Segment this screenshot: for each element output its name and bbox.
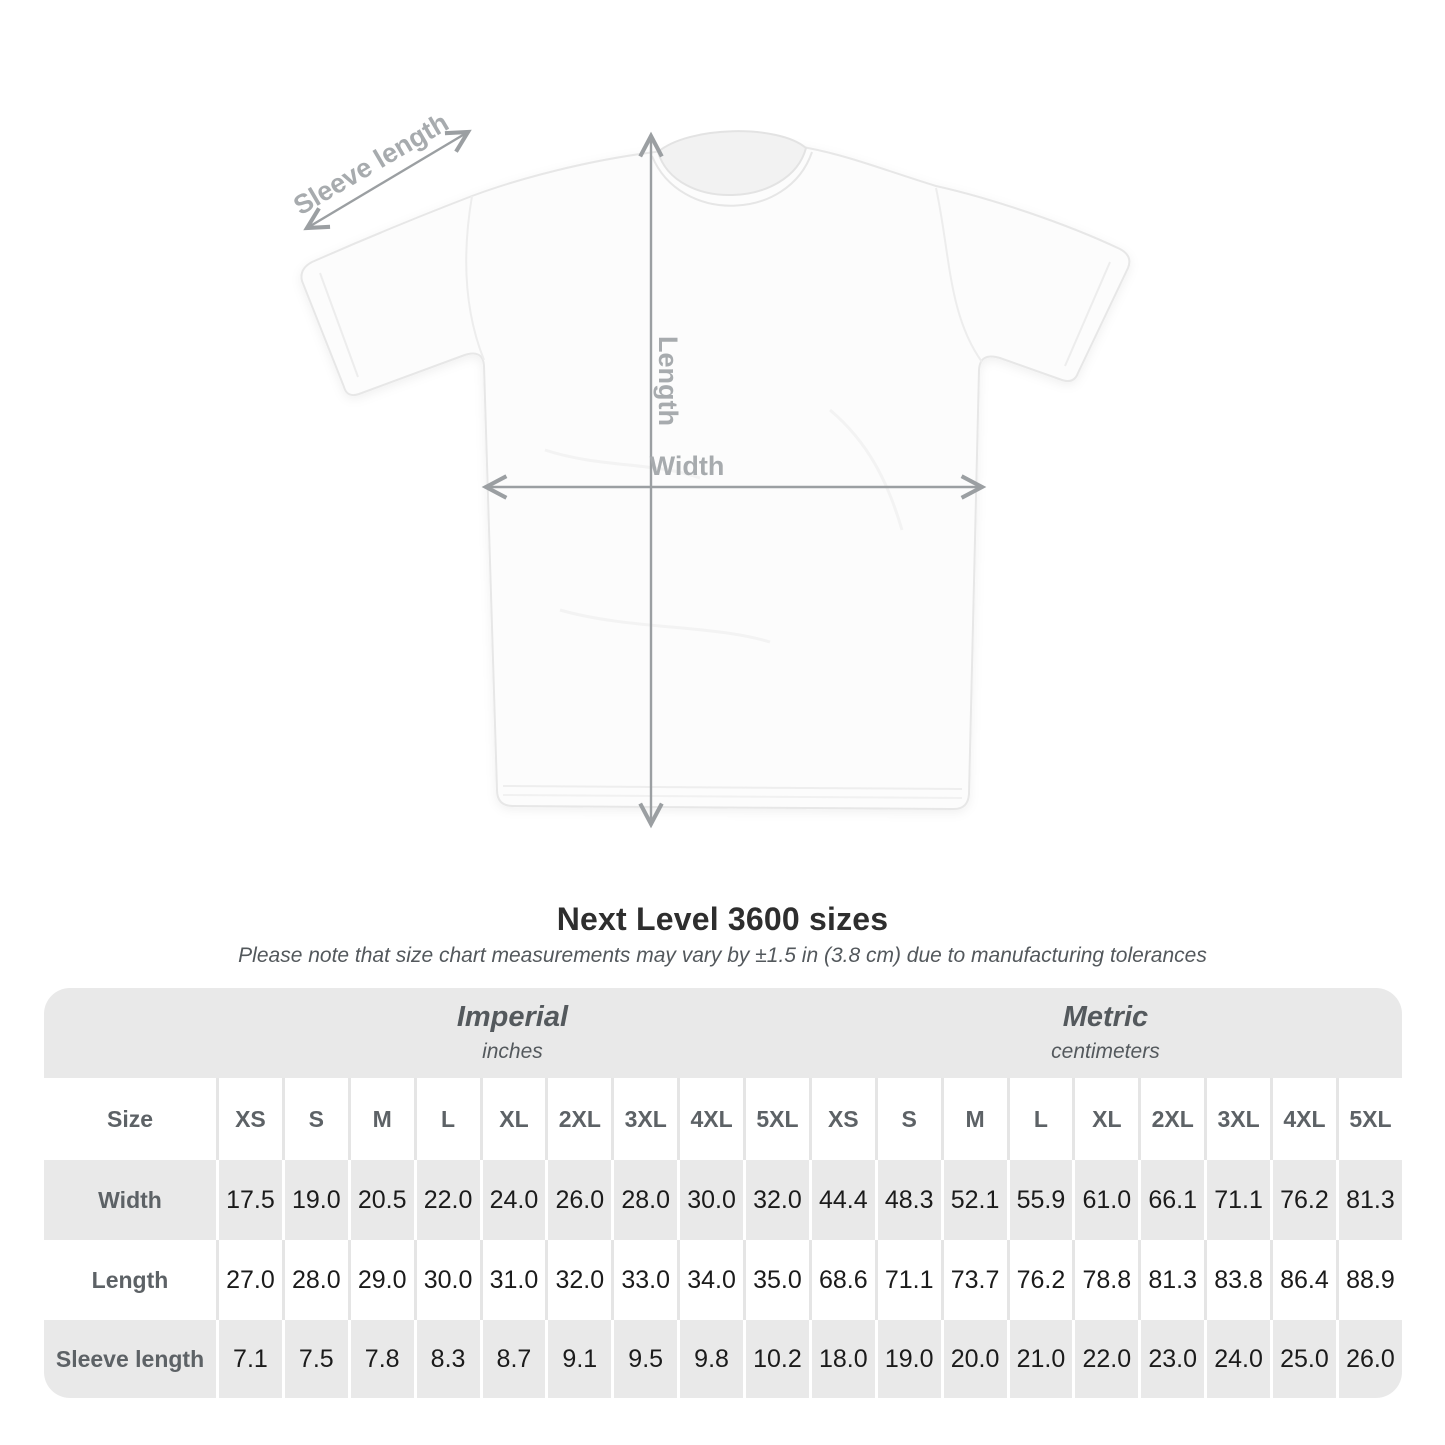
- length-row-label: Length: [44, 1240, 216, 1320]
- metric-unit-label: centimeters: [1051, 1040, 1160, 1064]
- size-col-header-imperial-2xl: 2XL: [545, 1078, 611, 1160]
- width-metric-cell: 44.4: [809, 1160, 875, 1240]
- size-col-header-imperial-3xl: 3XL: [611, 1078, 677, 1160]
- width-metric-cell: 71.1: [1204, 1160, 1270, 1240]
- sleeve-imperial-cell: 8.7: [480, 1320, 546, 1398]
- metric-label: Metric: [1062, 1000, 1149, 1033]
- size-col-header-metric-l: L: [1007, 1078, 1073, 1160]
- width-imperial-cell: 30.0: [677, 1160, 743, 1240]
- size-col-header-metric-xl: XL: [1072, 1078, 1138, 1160]
- width-metric-cell: 81.3: [1336, 1160, 1402, 1240]
- sleeve-metric-cell: 26.0: [1336, 1320, 1402, 1398]
- sleeve-length-label: Sleeve length: [288, 107, 454, 221]
- length-metric-cell: 76.2: [1007, 1240, 1073, 1320]
- length-imperial-cell: 31.0: [480, 1240, 546, 1320]
- length-metric-cell: 78.8: [1072, 1240, 1138, 1320]
- sleeve-imperial-cell: 7.5: [282, 1320, 348, 1398]
- length-metric-cell: 68.6: [809, 1240, 875, 1320]
- width-metric-cell: 55.9: [1007, 1160, 1073, 1240]
- width-imperial-cell: 22.0: [414, 1160, 480, 1240]
- width-imperial-cell: 24.0: [480, 1160, 546, 1240]
- unit-band-row: [44, 988, 1402, 1078]
- size-col-header-imperial-5xl: 5XL: [743, 1078, 809, 1160]
- length-imperial-cell: 32.0: [545, 1240, 611, 1320]
- length-metric-cell: 73.7: [941, 1240, 1007, 1320]
- sleeve-metric-cell: 19.0: [875, 1320, 941, 1398]
- length-imperial-cell: 29.0: [348, 1240, 414, 1320]
- size-header: Size: [44, 1078, 216, 1160]
- size-col-header-metric-5xl: 5XL: [1336, 1078, 1402, 1160]
- sleeve-imperial-cell: 7.1: [216, 1320, 282, 1398]
- page-title: Next Level 3600 sizes: [556, 901, 889, 937]
- width-metric-cell: 61.0: [1072, 1160, 1138, 1240]
- length-imperial-cell: 27.0: [216, 1240, 282, 1320]
- size-col-header-metric-4xl: 4XL: [1270, 1078, 1336, 1160]
- width-label: Width: [649, 451, 725, 481]
- size-col-header-metric-m: M: [941, 1078, 1007, 1160]
- width-row-label: Width: [44, 1160, 216, 1240]
- length-imperial-cell: 35.0: [743, 1240, 809, 1320]
- length-imperial-cell: 30.0: [414, 1240, 480, 1320]
- width-imperial-cell: 32.0: [743, 1160, 809, 1240]
- size-col-header-imperial-xl: XL: [480, 1078, 546, 1160]
- width-metric-cell: 52.1: [941, 1160, 1007, 1240]
- size-table: [44, 988, 1402, 1398]
- sleeve-imperial-cell: 8.3: [414, 1320, 480, 1398]
- sleeve-metric-cell: 22.0: [1072, 1320, 1138, 1398]
- width-metric-cell: 76.2: [1270, 1160, 1336, 1240]
- imperial-unit-label: inches: [482, 1040, 543, 1064]
- tshirt-diagram: [0, 90, 1445, 860]
- sleeve-imperial-cell: 9.8: [677, 1320, 743, 1398]
- sleeve-imperial-cell: 7.8: [348, 1320, 414, 1398]
- width-metric-cell: 66.1: [1138, 1160, 1204, 1240]
- width-row: [44, 1160, 1402, 1240]
- sleeve-length-row: [44, 1320, 1402, 1398]
- size-col-header-metric-3xl: 3XL: [1204, 1078, 1270, 1160]
- size-col-header-metric-s: S: [875, 1078, 941, 1160]
- imperial-label: Imperial: [456, 1000, 569, 1033]
- width-imperial-cell: 17.5: [216, 1160, 282, 1240]
- length-imperial-cell: 34.0: [677, 1240, 743, 1320]
- sleeve-metric-cell: 25.0: [1270, 1320, 1336, 1398]
- sleeve-imperial-cell: 9.1: [545, 1320, 611, 1398]
- tshirt-diagram-svg: [0, 90, 1445, 860]
- width-imperial-cell: 19.0: [282, 1160, 348, 1240]
- sleeve-metric-cell: 23.0: [1138, 1320, 1204, 1398]
- metric-section-header: [809, 988, 1402, 1078]
- size-col-header-metric-xs: XS: [809, 1078, 875, 1160]
- sleeve-imperial-cell: 10.2: [743, 1320, 809, 1398]
- length-metric-cell: 88.9: [1336, 1240, 1402, 1320]
- sleeve-metric-cell: 18.0: [809, 1320, 875, 1398]
- size-col-header-imperial-l: L: [414, 1078, 480, 1160]
- length-imperial-cell: 33.0: [611, 1240, 677, 1320]
- size-col-header-imperial-m: M: [348, 1078, 414, 1160]
- length-row: [44, 1240, 1402, 1320]
- width-metric-cell: 48.3: [875, 1160, 941, 1240]
- size-col-header-imperial-4xl: 4XL: [677, 1078, 743, 1160]
- length-metric-cell: 83.8: [1204, 1240, 1270, 1320]
- sleeve-metric-cell: 24.0: [1204, 1320, 1270, 1398]
- imperial-section-header: [216, 988, 809, 1078]
- size-col-header-imperial-xs: XS: [216, 1078, 282, 1160]
- size-table-card: [44, 988, 1402, 1398]
- length-metric-cell: 71.1: [875, 1240, 941, 1320]
- length-metric-cell: 81.3: [1138, 1240, 1204, 1320]
- sleeve-imperial-cell: 9.5: [611, 1320, 677, 1398]
- size-col-header-metric-2xl: 2XL: [1138, 1078, 1204, 1160]
- sleeve-metric-cell: 20.0: [941, 1320, 1007, 1398]
- unit-band-corner: [44, 988, 216, 1078]
- size-col-header-imperial-s: S: [282, 1078, 348, 1160]
- width-imperial-cell: 26.0: [545, 1160, 611, 1240]
- sleeve-metric-cell: 21.0: [1007, 1320, 1073, 1398]
- sleeve-length-row-label: Sleeve length: [44, 1320, 216, 1398]
- length-metric-cell: 86.4: [1270, 1240, 1336, 1320]
- tolerance-note: Please note that size chart measurements may vary by ±1.5 in (3.8 cm) due to manufacturing tolerances: [238, 944, 1207, 967]
- width-imperial-cell: 28.0: [611, 1160, 677, 1240]
- length-imperial-cell: 28.0: [282, 1240, 348, 1320]
- size-header-row: [44, 1078, 1402, 1160]
- length-label: Length: [653, 336, 683, 426]
- width-imperial-cell: 20.5: [348, 1160, 414, 1240]
